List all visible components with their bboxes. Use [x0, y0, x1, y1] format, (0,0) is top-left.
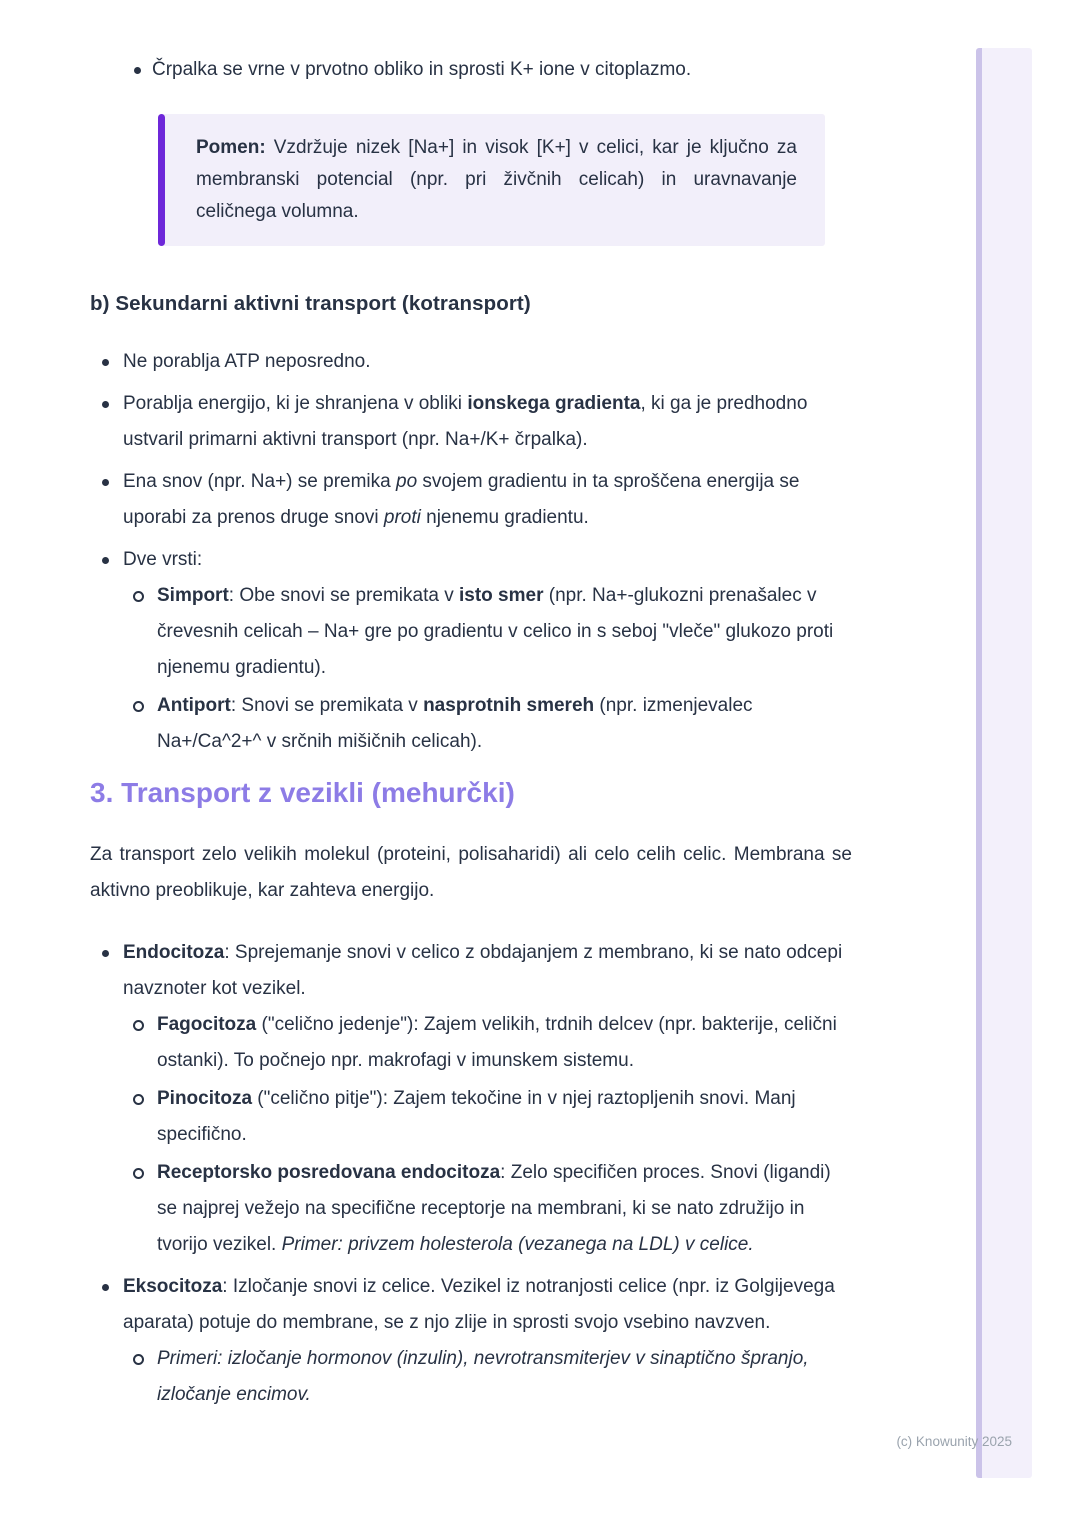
sub-list-item	[123, 578, 852, 686]
intro-bullet-list	[90, 0, 852, 88]
sub-list-item	[123, 1007, 852, 1079]
scrollbar-track[interactable]	[976, 48, 1032, 1478]
list-item	[90, 52, 852, 88]
list-item-text	[123, 549, 202, 570]
subsection-heading: b) Sekundarni aktivni transport (kotransport)	[90, 292, 531, 315]
bullet-circle-icon	[133, 1020, 144, 1031]
sub-list-item	[123, 1155, 852, 1263]
text-run: ("celično jedenje"): Zajem velikih, trdnih delcev (npr. bakterije, celični ostanki). To počnejo npr. makrofagi v imunskem sistemu.	[157, 1014, 837, 1071]
bullet-dot-icon	[102, 557, 109, 564]
section-intro-paragraph	[90, 837, 852, 909]
bullet-circle-icon	[133, 1094, 144, 1105]
text-run: : Snovi se premikata v	[230, 695, 424, 716]
text-run: Primer: privzem holesterola (vezanega na LDL) v celice.	[281, 1234, 754, 1255]
bullet-circle-icon	[133, 591, 144, 602]
text-run: , ki ga je predhodno ustvaril primarni aktivni transport (npr. Na+/K+ črpalka).	[123, 393, 808, 450]
text-run: Receptorsko posredovana endocitoza	[157, 1162, 501, 1183]
sub-list	[123, 578, 852, 760]
list-item	[90, 935, 852, 1263]
list-item-text	[123, 393, 807, 450]
text-run: Ena snov (npr. Na+) se premika	[123, 471, 396, 492]
text-run: po	[396, 471, 418, 492]
sub-list	[123, 1341, 852, 1413]
text-run: Pinocitoza	[157, 1088, 253, 1109]
list-item-text	[157, 1348, 809, 1405]
list-item-text	[123, 1276, 835, 1333]
list-item-text	[152, 59, 691, 80]
bullet-circle-icon	[133, 1354, 144, 1365]
text-run: Endocitoza	[123, 942, 225, 963]
sub-list-item	[123, 1341, 852, 1413]
list-item-text	[157, 585, 833, 678]
text-run: njenemu gradientu.	[420, 507, 589, 528]
bullet-dot-icon	[102, 401, 109, 408]
copyright-footer: (c) Knowunity 2025	[896, 1434, 1012, 1449]
text-run: Črpalka se vrne v prvotno obliko in sprosti K+ ione v citoplazmo.	[152, 59, 692, 80]
callout-box	[158, 114, 825, 246]
list-item	[90, 464, 852, 536]
sub-list-item	[123, 1081, 852, 1153]
list-item-text	[157, 1088, 796, 1145]
text-run: Pomen:	[196, 137, 266, 158]
callout-text	[196, 137, 797, 222]
list-item-text	[123, 351, 371, 372]
text-run: Simport	[157, 585, 229, 606]
text-run: Za transport zelo velikih molekul (proteini, polisaharidi) ali celo celih celic. Membrana se aktivno preoblikuje, kar zahteva energijo.	[90, 844, 852, 901]
bullet-dot-icon	[102, 479, 109, 486]
list-item-text	[157, 695, 753, 752]
section-heading: 3. Transport z vezikli (mehurčki)	[90, 777, 515, 808]
section-3-list	[90, 935, 852, 1413]
text-run: svojem gradientu in ta sproščena energija se uporabi za prenos druge snovi	[123, 471, 800, 528]
text-run: proti	[383, 507, 421, 528]
text-run: Primeri: izločanje hormonov (inzulin), nevrotransmiterjev v sinaptično špranjo, izločanje encimov.	[157, 1348, 809, 1405]
bullet-dot-icon	[102, 1284, 109, 1291]
bullet-dot-icon	[134, 67, 141, 74]
bullet-dot-icon	[102, 950, 109, 957]
list-item	[90, 344, 852, 380]
text-run: Dve vrsti:	[123, 549, 203, 570]
text-run: Ne porablja ATP neposredno.	[123, 351, 371, 372]
text-run: Eksocitoza	[123, 1276, 223, 1297]
text-run: : Izločanje snovi iz celice. Vezikel iz notranjosti celice (npr. iz Golgijevega aparata) potuje do membrane, se z njo zlije in sprosti svojo vsebino navzven.	[123, 1276, 835, 1333]
list-item	[90, 386, 852, 458]
text-run: ionskega gradienta	[467, 393, 641, 414]
section-b-list	[90, 344, 852, 760]
text-run: nasprotnih smereh	[423, 695, 595, 716]
text-run: ("celično pitje"): Zajem tekočine in v njej raztopljenih snovi. Manj specifično.	[157, 1088, 796, 1145]
text-run: Fagocitoza	[157, 1014, 257, 1035]
text-run: : Obe snovi se premikata v	[228, 585, 459, 606]
text-run: isto smer	[459, 585, 544, 606]
text-run: (npr. izmenjevalec Na+/Ca^2+^ v srčnih mišičnih celicah).	[157, 695, 753, 752]
sub-list	[123, 1007, 852, 1263]
text-run: Porablja energijo, ki je shranjena v obliki	[123, 393, 468, 414]
list-item	[90, 1269, 852, 1413]
list-item-text	[157, 1162, 831, 1255]
list-item-text	[157, 1014, 837, 1071]
text-run: Vzdržuje nizek [Na+] in visok [K+] v celici, kar je ključno za membranski potencial (npr. pri živčnih celicah) in uravnavanje celičnega volumna.	[196, 137, 797, 222]
document-content	[90, 0, 852, 1419]
text-run: (npr. Na+-glukozni prenašalec v črevesnih celicah – Na+ gre po gradientu v celico in s seboj "vleče" glukozo proti njenemu gradientu).	[157, 585, 834, 678]
list-item	[90, 542, 852, 760]
list-item-text	[123, 471, 799, 528]
bullet-circle-icon	[133, 701, 144, 712]
text-run: : Sprejemanje snovi v celico z obdajanjem z membrano, ki se nato odcepi navznoter kot vezikel.	[123, 942, 843, 999]
sub-list-item	[123, 688, 852, 760]
text-run: : Zelo specifičen proces. Snovi (ligandi) se najprej vežejo na specifične receptorje na membrani, ki se nato združijo in tvorijo vezikel.	[157, 1162, 831, 1255]
bullet-dot-icon	[102, 359, 109, 366]
text-run: Antiport	[157, 695, 231, 716]
callout-accent-bar	[158, 114, 165, 246]
list-item-text	[123, 942, 842, 999]
bullet-circle-icon	[133, 1168, 144, 1179]
